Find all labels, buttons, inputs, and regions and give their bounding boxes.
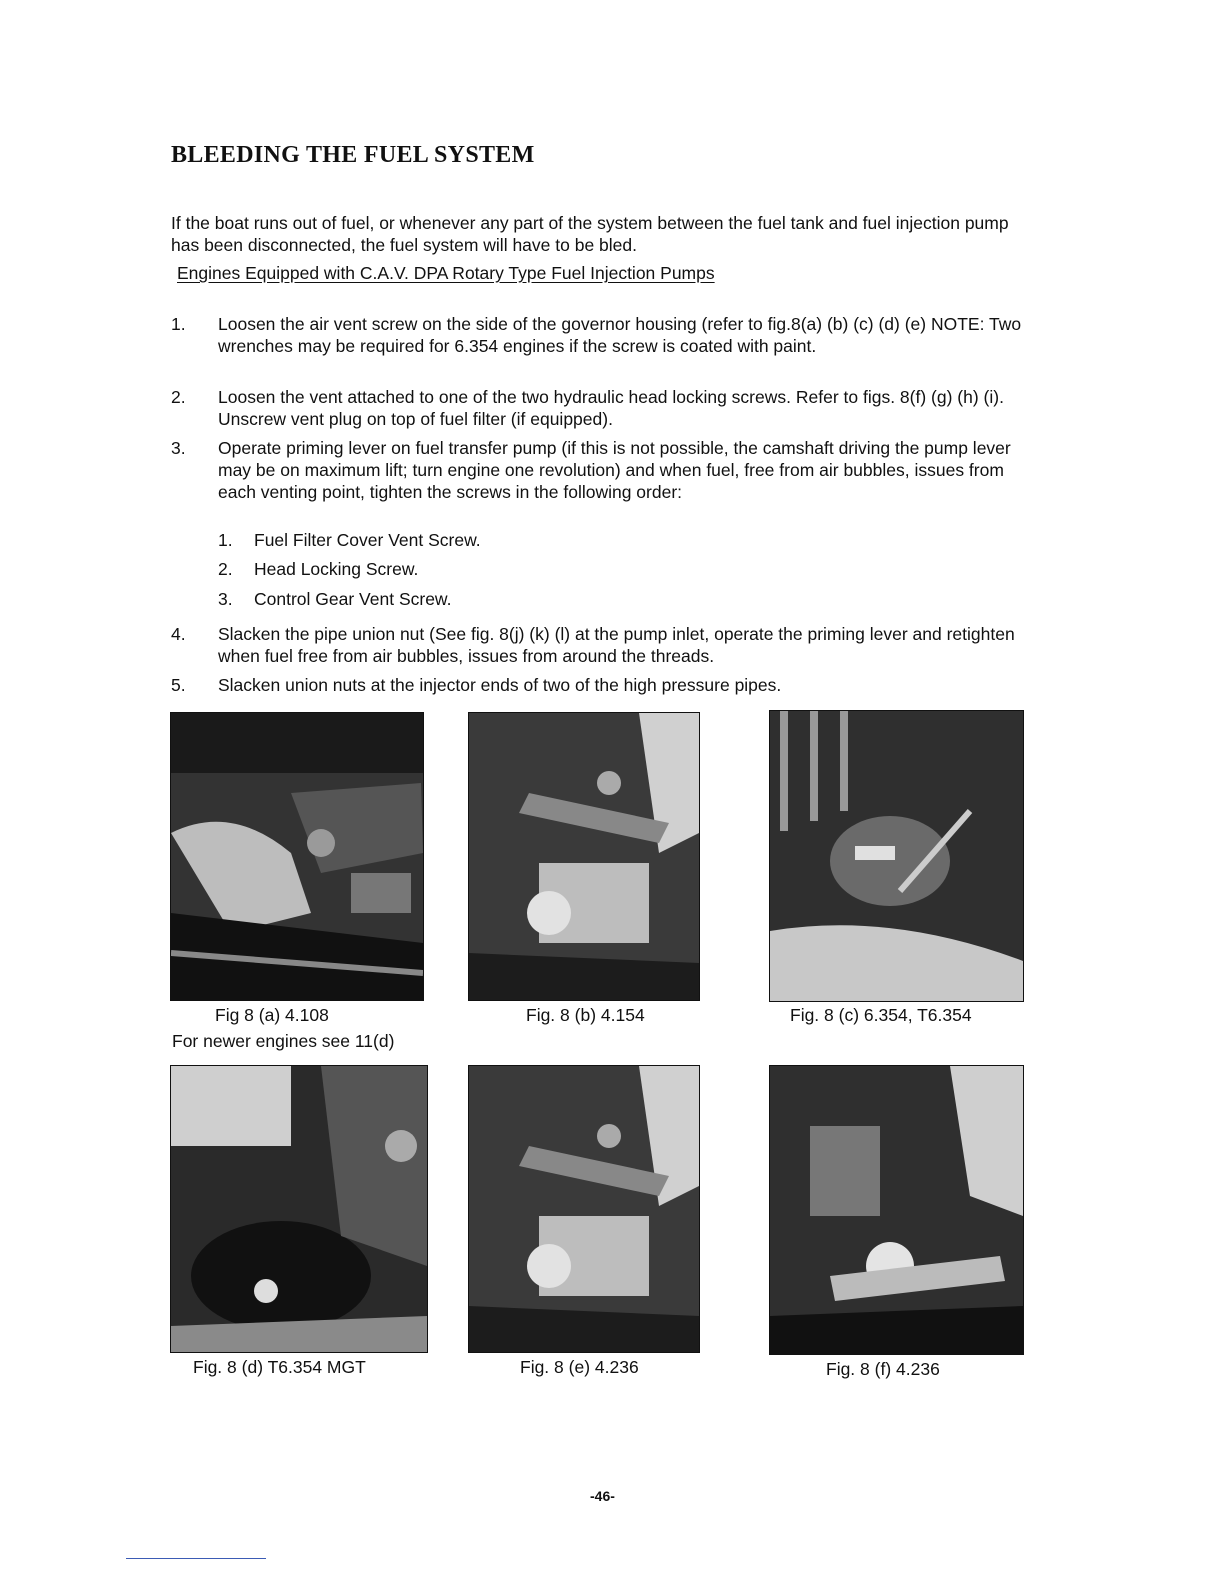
step-number: 3.	[171, 438, 186, 458]
figure-caption: Fig. 8 (d) T6.354 MGT	[193, 1357, 366, 1377]
substep-2	[218, 558, 418, 580]
figure-caption: Fig. 8 (e) 4.236	[520, 1357, 639, 1377]
page-title: BLEEDING THE FUEL SYSTEM	[171, 142, 535, 168]
engine-photo-fig-8f	[769, 1065, 1024, 1355]
substep-number: 3.	[218, 589, 233, 609]
step-1	[171, 313, 1031, 379]
step-text: Slacken union nuts at the injector ends of two of the high pressure pipes.	[218, 675, 782, 695]
substep-text: Fuel Filter Cover Vent Screw.	[254, 530, 481, 550]
substep-text: Head Locking Screw.	[254, 559, 419, 579]
engine-photo-fig-8a	[170, 712, 424, 1001]
step-3	[171, 437, 1031, 525]
intro-paragraph: If the boat runs out of fuel, or whenever any part of the system between the fuel tank and fuel injection pump has been disconnected, the fuel system will have to be bled.	[171, 213, 1009, 255]
page-number: -46-	[590, 1488, 615, 1504]
step-text: Loosen the air vent screw on the side of the governor housing (refer to fig.8(a) (b) (c) (d) (e) NOTE: Two wrenches may be required for 6.354 engines if the screw is coated with paint.	[218, 314, 1022, 356]
figure-note: For newer engines see 11(d)	[172, 1031, 395, 1051]
step-text: Operate priming lever on fuel transfer pump (if this is not possible, the camshaft driving the pump lever may be on maximum lift; turn engine one revolution) and when fuel, free from air bubbles, issues from each venting point, tighten the screws in the following order:	[218, 438, 1011, 502]
figure-caption: Fig. 8 (c) 6.354, T6.354	[790, 1005, 972, 1025]
figure-caption: Fig. 8 (f) 4.236	[826, 1359, 940, 1379]
substep-1	[218, 529, 481, 551]
engine-photo-fig-8e	[468, 1065, 700, 1353]
step-number: 2.	[171, 387, 186, 407]
substep-text: Control Gear Vent Screw.	[254, 589, 452, 609]
figure-caption: Fig 8 (a) 4.108	[215, 1005, 329, 1025]
step-text: Slacken the pipe union nut (See fig. 8(j) (k) (l) at the pump inlet, operate the priming lever and retighten when fuel free from air bubbles, issues from around the threads.	[218, 624, 1015, 666]
step-4	[171, 623, 1031, 667]
substep-number: 2.	[218, 559, 233, 579]
engine-photo-fig-8b	[468, 712, 700, 1001]
substep-3	[218, 588, 451, 610]
figure-caption: Fig. 8 (b) 4.154	[526, 1005, 645, 1025]
engine-photo-fig-8c	[769, 710, 1024, 1002]
substep-number: 1.	[218, 530, 233, 550]
step-number: 5.	[171, 675, 186, 695]
footer-rule	[126, 1558, 266, 1559]
engine-photo-fig-8d	[170, 1065, 428, 1353]
step-2	[171, 386, 1031, 430]
step-5	[171, 674, 1031, 696]
section-subheading: Engines Equipped with C.A.V. DPA Rotary Type Fuel Injection Pumps	[177, 263, 715, 283]
step-number: 1.	[171, 314, 186, 334]
step-text: Loosen the vent attached to one of the two hydraulic head locking screws. Refer to figs. 8(f) (g) (h) (i). Unscrew vent plug on top of fuel filter (if equipped).	[218, 387, 1004, 429]
step-number: 4.	[171, 624, 186, 644]
